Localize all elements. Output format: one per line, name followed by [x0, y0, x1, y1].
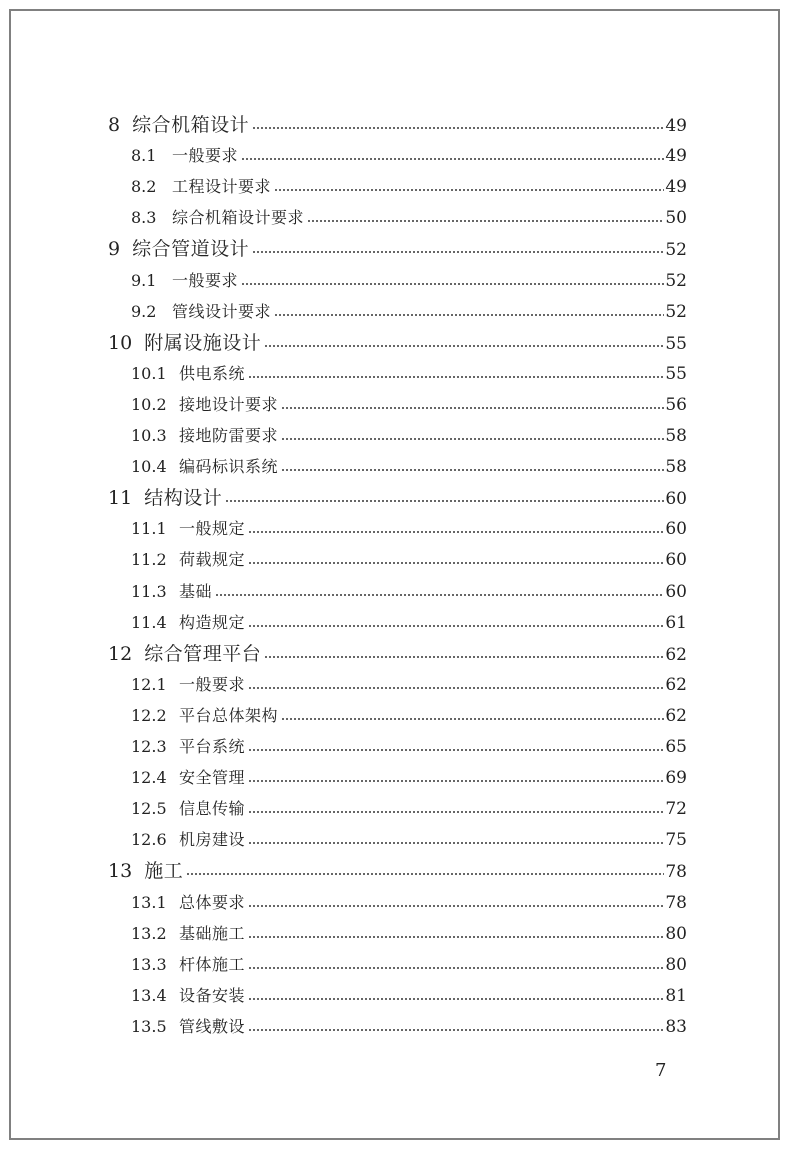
- toc-entry-number: 13.3: [131, 954, 167, 974]
- toc-entry-number: 13.5: [131, 1016, 167, 1036]
- dot-leader: [274, 314, 664, 316]
- toc-entry-number: 12.5: [131, 799, 167, 819]
- toc-entry-number: 12.6: [131, 830, 167, 850]
- toc-section-entry: [131, 515, 687, 543]
- toc-entry-number: 8.3: [131, 208, 157, 228]
- toc-chapter-entry: [108, 640, 687, 668]
- toc-entry-number: 10.3: [131, 426, 167, 445]
- toc-entry-title: 平台总体架构: [179, 705, 279, 725]
- toc-entry-number: 9.1: [131, 270, 157, 290]
- toc-entry-page: 65: [665, 737, 687, 757]
- toc-section-entry: [131, 951, 687, 979]
- toc-entry-title: 基础施工: [179, 923, 246, 943]
- dot-leader: [281, 407, 664, 409]
- toc-entry-number: 10.1: [131, 363, 167, 383]
- dot-leader: [248, 811, 664, 813]
- toc-entry-page: 49: [665, 146, 687, 167]
- toc-entry-title: 杆体施工: [179, 954, 246, 974]
- dot-leader: [248, 687, 664, 689]
- toc-entry-title: 编码标识系统: [179, 457, 279, 477]
- toc-section-entry: [131, 826, 687, 854]
- toc-entry-title: 平台系统: [179, 737, 246, 756]
- toc-entry-page: 81: [665, 985, 687, 1006]
- dot-leader: [248, 998, 664, 1000]
- dot-leader: [248, 842, 664, 844]
- toc-entry-number: 10: [108, 331, 133, 354]
- dot-leader: [281, 469, 664, 471]
- toc-chapter-entry: [108, 857, 687, 885]
- page-number: 7: [655, 1060, 667, 1081]
- toc-entry-number: 13.1: [131, 892, 167, 912]
- toc-entry-number: 11.1: [131, 519, 167, 539]
- dot-leader: [274, 189, 664, 191]
- toc-entry-page: 62: [665, 674, 687, 695]
- toc-entry-page: 60: [665, 581, 687, 602]
- toc-entry-page: 78: [665, 862, 687, 883]
- toc-section-entry: [131, 204, 687, 232]
- toc-entry-title: 综合管道设计: [132, 238, 250, 261]
- toc-section-entry: [131, 920, 687, 948]
- toc-section-entry: [131, 982, 687, 1010]
- dot-leader: [186, 873, 664, 875]
- toc-section-entry: [131, 1013, 687, 1041]
- dot-leader: [252, 127, 664, 129]
- toc-section-entry: [131, 391, 687, 419]
- toc-chapter-entry: [108, 111, 687, 139]
- dot-leader: [252, 251, 664, 253]
- toc-section-entry: [131, 360, 687, 388]
- toc-entry-number: 11.3: [131, 581, 167, 601]
- toc-entry-title: 综合机箱设计要求: [172, 208, 305, 228]
- toc-entry-title: 总体要求: [179, 892, 246, 912]
- toc-entry-title: 构造规定: [179, 612, 246, 632]
- dot-leader: [248, 562, 664, 564]
- dot-leader: [248, 780, 664, 782]
- toc-entry-number: 13.2: [131, 923, 167, 943]
- toc-section-entry: [131, 173, 687, 201]
- toc-entry-title: 机房建设: [179, 830, 246, 850]
- dot-leader: [264, 656, 664, 658]
- toc-entry-number: 12.2: [131, 705, 167, 725]
- toc-section-entry: [131, 546, 687, 574]
- toc-entry-number: 11.2: [131, 550, 167, 570]
- toc-entry-number: 13: [108, 860, 133, 883]
- toc-section-entry: [131, 889, 687, 917]
- toc-entry-page: 50: [665, 208, 687, 229]
- toc-section-entry: [131, 795, 687, 823]
- toc-entry-page: 60: [665, 519, 687, 540]
- toc-entry-page: 83: [665, 1016, 687, 1037]
- toc-entry-page: 52: [665, 270, 687, 291]
- toc-chapter-entry: [108, 484, 687, 512]
- toc-entry-page: 58: [665, 457, 687, 478]
- toc-entry-number: 13.4: [131, 985, 167, 1005]
- toc-entry-number: 10.4: [131, 457, 167, 477]
- dot-leader: [248, 1029, 664, 1031]
- dot-leader: [248, 749, 664, 751]
- dot-leader: [264, 345, 664, 347]
- toc-entry-title: 工程设计要求: [172, 177, 272, 197]
- toc-entry-page: 80: [665, 954, 687, 975]
- dot-leader: [215, 594, 664, 596]
- toc-entry-page: 52: [665, 240, 687, 261]
- toc-section-entry: [131, 142, 687, 170]
- toc-entry-page: 62: [665, 705, 687, 726]
- toc-entry-number: 11: [108, 487, 133, 510]
- toc-section-entry: [131, 609, 687, 637]
- toc-entry-page: 56: [665, 394, 687, 415]
- toc-entry-page: 55: [665, 363, 687, 384]
- dot-leader: [241, 283, 664, 285]
- toc-entry-title: 附属设施设计: [144, 331, 262, 354]
- toc-section-entry: [131, 764, 687, 792]
- toc-entry-page: 80: [665, 923, 687, 944]
- dot-leader: [281, 718, 664, 720]
- toc-entry-page: 78: [665, 892, 687, 913]
- toc-entry-title: 设备安装: [179, 985, 246, 1005]
- toc-entry-title: 信息传输: [179, 799, 246, 819]
- toc-entry-title: 一般要求: [172, 270, 239, 290]
- dot-leader: [281, 438, 664, 440]
- toc-entry-number: 12.1: [131, 674, 167, 694]
- toc-entry-page: 61: [665, 612, 687, 633]
- dot-leader: [241, 158, 664, 160]
- toc-entry-page: 62: [665, 644, 687, 665]
- toc-entry-title: 安全管理: [179, 768, 246, 788]
- toc-entry-title: 一般要求: [172, 146, 239, 166]
- toc-entry-number: 11.4: [131, 612, 167, 632]
- toc-entry-title: 结构设计: [144, 487, 223, 510]
- toc-entry-page: 55: [665, 333, 687, 354]
- toc-section-entry: [131, 453, 687, 481]
- toc-entry-title: 综合机箱设计: [132, 114, 250, 136]
- dot-leader: [248, 936, 664, 938]
- toc-section-entry: [131, 578, 687, 606]
- toc-entry-number: 12: [108, 642, 133, 665]
- toc-section-entry: [131, 422, 687, 450]
- toc-entry-number: 8.1: [131, 146, 157, 166]
- toc-section-entry: [131, 671, 687, 699]
- toc-section-entry: [131, 733, 687, 761]
- toc-section-entry: [131, 267, 687, 295]
- toc-entry-title: 管线设计要求: [172, 301, 272, 321]
- toc-entry-page: 49: [665, 177, 687, 198]
- toc-entry-title: 供电系统: [179, 363, 246, 383]
- toc-entry-title: 管线敷设: [179, 1016, 246, 1036]
- dot-leader: [248, 531, 664, 533]
- dot-leader: [248, 967, 664, 969]
- toc-entry-page: 60: [665, 489, 687, 510]
- dot-leader: [225, 500, 664, 502]
- toc-entry-title: 一般要求: [179, 674, 246, 694]
- dot-leader: [248, 625, 664, 627]
- dot-leader: [248, 905, 664, 907]
- toc-entry-number: 12.4: [131, 768, 167, 788]
- toc-entry-page: 52: [665, 301, 687, 322]
- toc-entry-title: 综合管理平台: [144, 642, 262, 665]
- toc-entry-title: 一般规定: [179, 519, 246, 539]
- toc-entry-page: 75: [665, 830, 687, 851]
- toc-entry-page: 49: [665, 116, 687, 136]
- toc-entry-title: 接地设计要求: [179, 394, 279, 414]
- toc-entry-number: 9: [108, 238, 121, 261]
- toc-entry-number: 10.2: [131, 394, 167, 414]
- toc-entry-title: 接地防雷要求: [179, 426, 279, 445]
- toc-entry-number: 9.2: [131, 301, 157, 321]
- toc-chapter-entry: [108, 329, 687, 357]
- toc-entry-number: 8.2: [131, 177, 157, 197]
- toc-entry-number: 8: [108, 114, 121, 136]
- toc-section-entry: [131, 702, 687, 730]
- toc-entry-page: 60: [665, 550, 687, 571]
- toc-section-entry: [131, 298, 687, 326]
- dot-leader: [307, 220, 664, 222]
- toc-entry-title: 荷载规定: [179, 550, 246, 570]
- toc-entry-title: 基础: [179, 581, 213, 601]
- toc-entry-page: 69: [665, 768, 687, 789]
- toc-entry-page: 58: [665, 426, 687, 446]
- dot-leader: [248, 376, 664, 378]
- toc-chapter-entry: [108, 235, 687, 263]
- toc-entry-number: 12.3: [131, 737, 167, 756]
- toc-entry-title: 施工: [144, 860, 184, 883]
- toc-entry-page: 72: [665, 799, 687, 820]
